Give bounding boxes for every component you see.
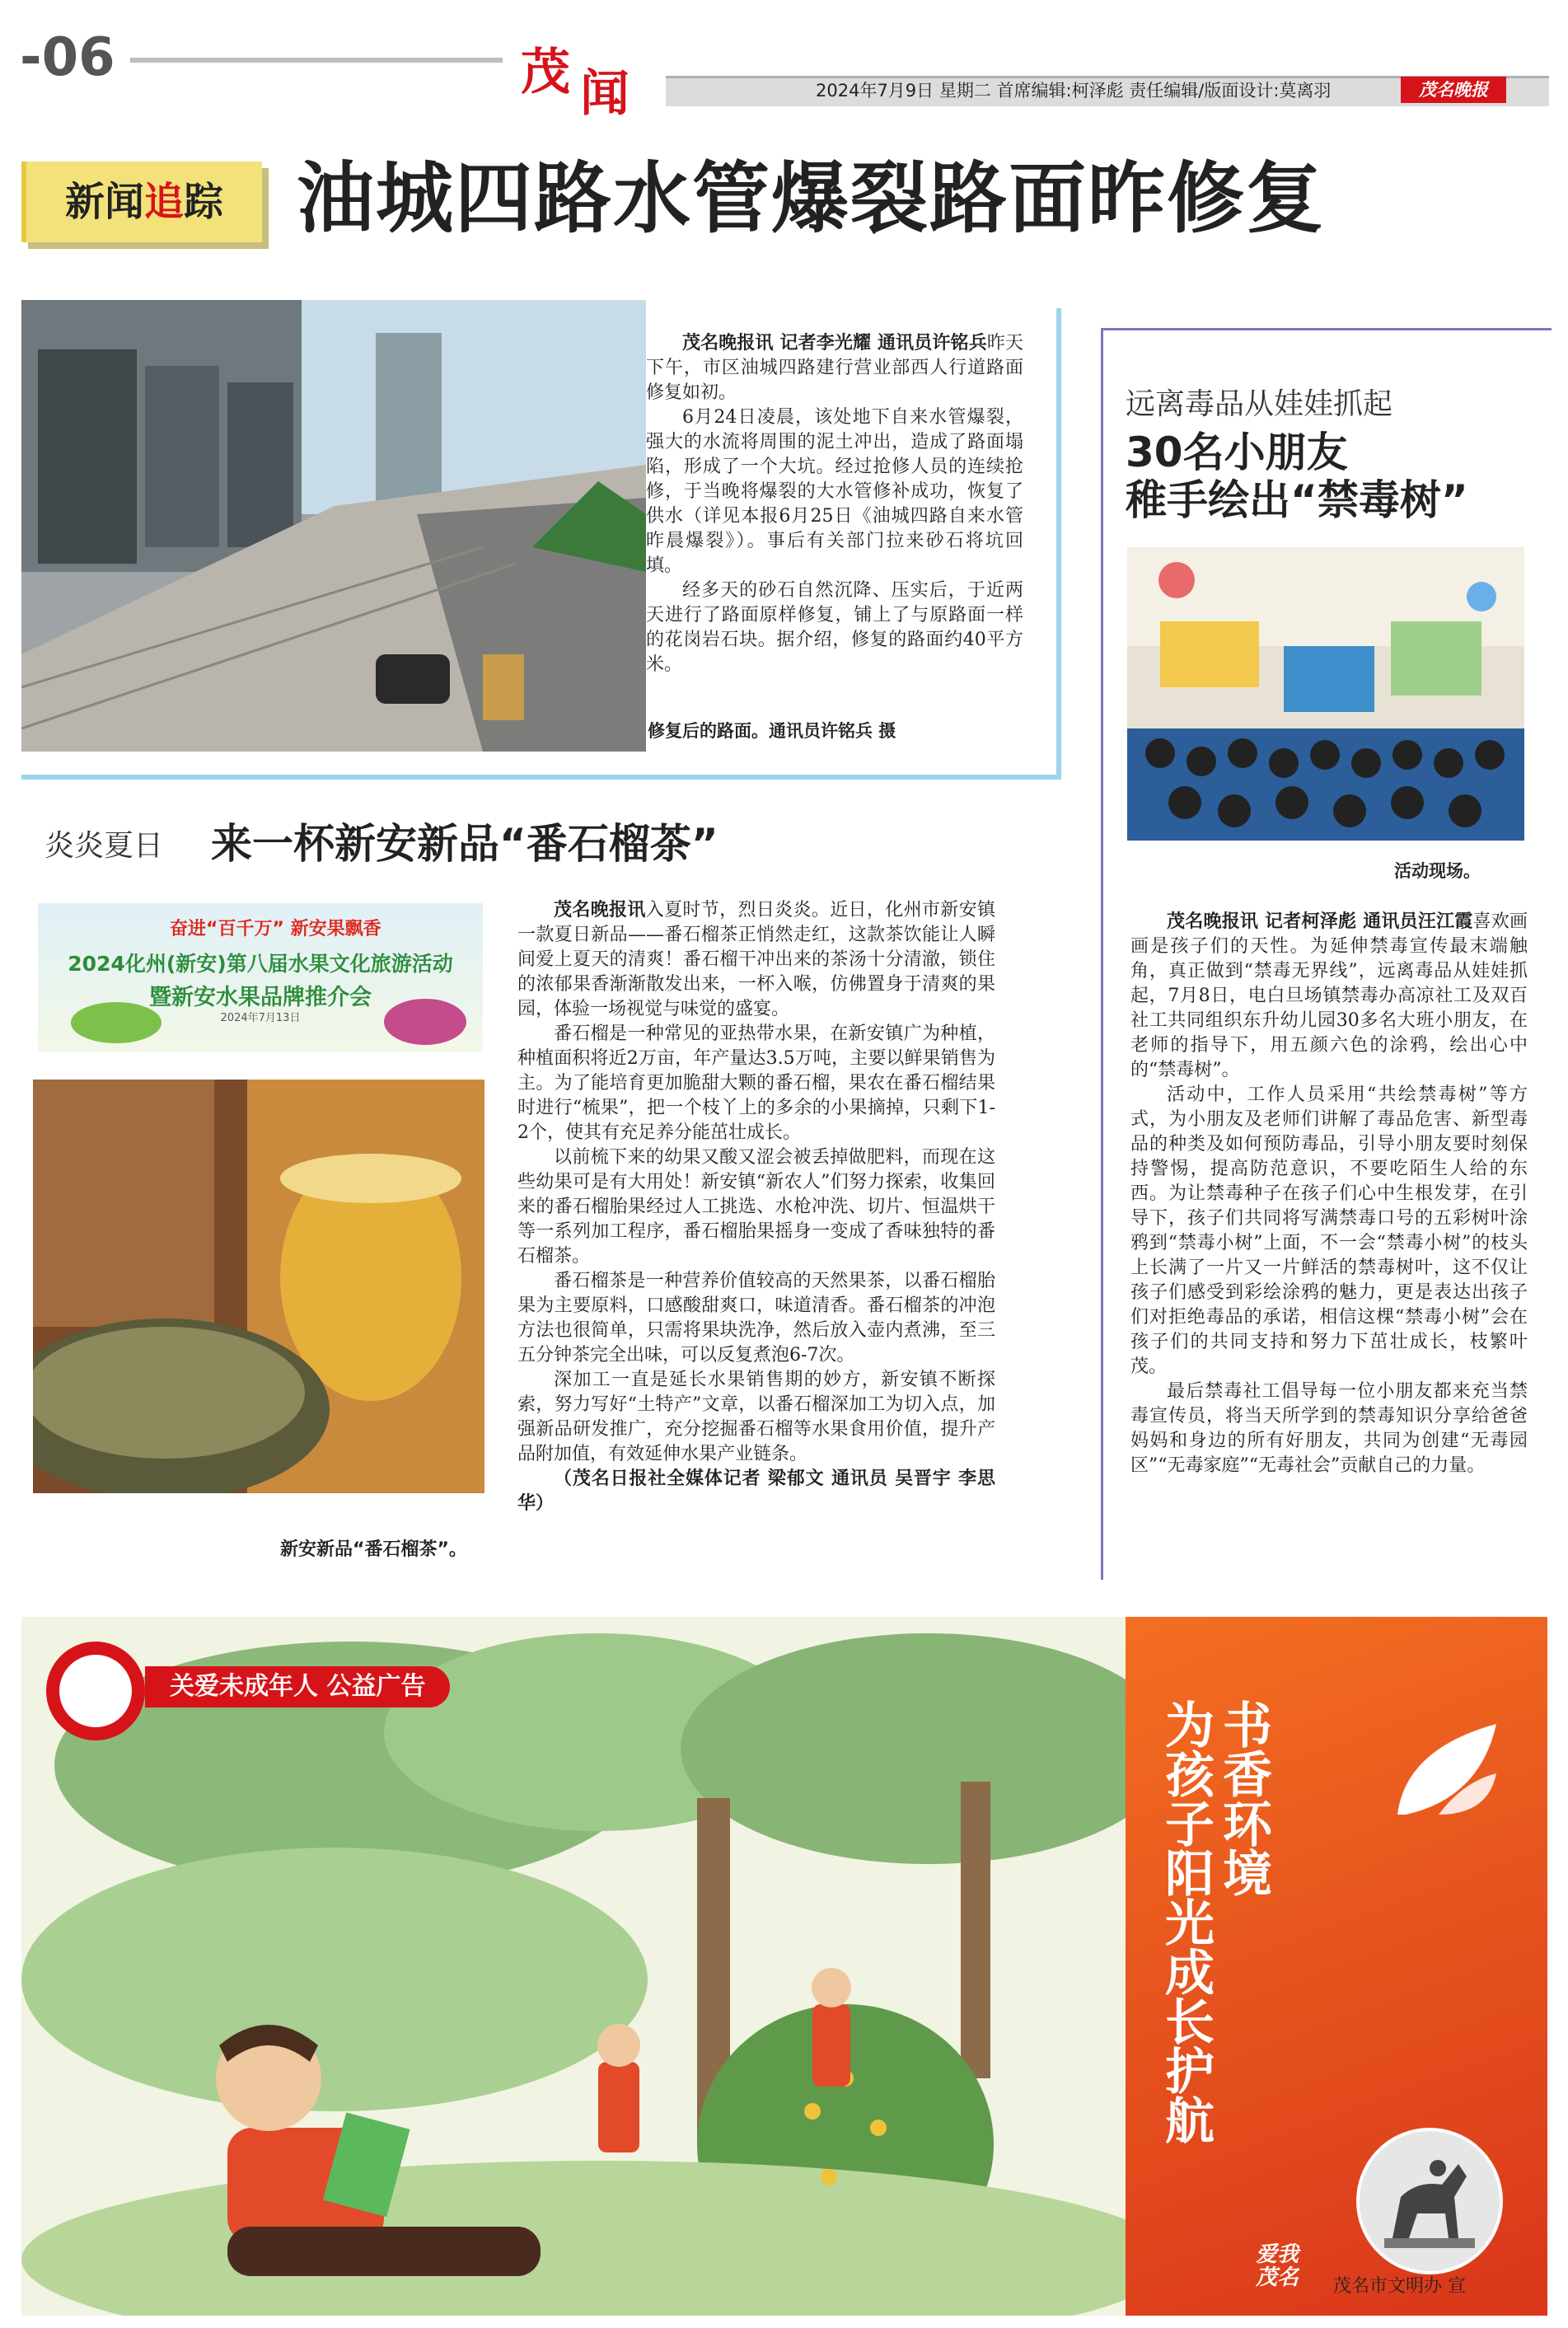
guava-tea-photo [33,1080,484,1493]
story3-p2: 活动中，工作人员采用“共绘禁毒树”等方式，为小朋友及老师们讲解了毒品危害、新型毒品的种类及如何预防毒品，引导小朋友要时刻保持警惕，提高防范意识，不要吃陌生人给的东西。为让禁毒种子在孩子们心中生根发芽，在引导下，孩子们共同将写满禁毒口号的五彩树叶涂鸦到“禁毒小树”上面，不一会“禁毒小树”的枝头上长满了一片又一片鲜活的禁毒树叶，这不仅让孩子们感受到彩绘涂鸦的魅力，更是表达出孩子们对拒绝毒品的承诺，相信这棵“禁毒小树”会在孩子们的共同支持和努力下茁壮成长，枝繁叶茂。 [1130,1084,1528,1377]
tag-text-mid: 追 [143,179,184,225]
story1-caption: 修复后的路面。通讯员许铭兵 摄 [648,721,896,741]
story3-caption: 活动现场。 [1394,861,1481,881]
road-repair-photo [21,300,646,752]
story3-p1: 喜欢画画是孩子们的天性。为延伸禁毒宣传最末端触角，真正做到“禁毒无界线”，远离毒品从娃娃抓起，7月8日，电白旦场镇禁毒办高凉社工及双百社工共同组织东升幼儿园30多名大班小朋友，在老师的指导下，用五颜六色的涂鸦，绘出心中的“禁毒树”。 [1130,911,1528,1080]
story2-headline: 来一杯新安新品“番石榴茶” [211,820,718,868]
ad-signature: 爱我茂名 [1256,2242,1299,2290]
ad-issuer: 茂名市文明办 宣 [1333,2276,1466,2297]
story1-body [646,331,1023,677]
story2-p4: 番石榴茶是一种营养价值较高的天然果茶，以番石榴胎果为主要原料，口感酸甜爽口，味道清香。番石榴茶的冲泡方法也很简单，只需将果块洗净，然后放入壶内煮沸，至三五分钟茶完全出味，可以反复煮泡6-7次。 [517,1271,995,1365]
page-number-value: 06 [41,27,115,88]
story3-headline-2: 稚手绘出“禁毒树” [1126,476,1468,524]
header-info-line: 2024年7月9日 星期二 首席编辑:柯泽彪 责任编辑/版面设计:莫离羽 [816,81,1332,101]
ad-slogan-col2: 为孩子阳光成长护航 [1157,1699,1215,2144]
story2-p2: 番石榴是一种常见的亚热带水果，在新安镇广为种植，种植面积将近2万亩，年产量达3.5万吨，主要以鲜果销售为主。为了能培育更加脆甜大颗的番石榴，果农在番石榴结果时进行“梳果”，把一个枝丫上的多余的小果摘掉，只剩下1-2个，使其有充足养分能茁壮成长。 [517,1023,995,1143]
road-repair-illustration [21,300,646,752]
fruit-festival-banner [38,903,483,1052]
story3-kicker: 远离毒品从娃娃抓起 [1126,387,1393,421]
story3-headline-1: 30名小朋友 [1126,429,1348,476]
tag-text-pre: 新闻 [64,179,144,225]
kindergarten-photo [1127,547,1524,841]
story2-caption: 新安新品“番石榴茶”。 [280,1539,467,1560]
paper-logo: 茂名晚报 [1401,77,1506,103]
story1-p2: 6月24日凌晨，该处地下自来水管爆裂，强大的水流将周围的泥土冲出，造成了路面塌陷，形成了一个大坑。经过抢修人员的连续抢修，于当晚将爆裂的大水管修补成功，恢复了供水（详见本报6月25日《油城四路自来水管昨晨爆裂》）。事后有关部门拉来砂石将坑回填。 [646,407,1023,576]
horse-statue-badge [1356,2128,1503,2274]
story2-body [517,898,995,1516]
page-number: -06 [20,27,115,88]
banner-fruit-decoration-right [384,999,466,1045]
horse-statue-icon [1360,2131,1500,2271]
story2-p5: 深加工一直是延长水果销售期的妙方，新安镇不断探索，努力写好“土特产”文章，以番石榴深加工为切入点，加强新品研发推广，充分挖掘番石榴等水果食用价值，提升产品附加值，有效延伸水果产业链条。 [517,1370,995,1464]
section-char-1: 茂 [521,44,570,101]
story2-kicker: 炎炎夏日 [44,829,164,863]
ad-ribbon: 关爱未成年人 公益广告 [145,1666,450,1707]
leaf-icon [1389,1716,1505,1823]
story3-byline: 茂名晚报讯 记者柯泽彪 通讯员汪江霞 [1167,911,1473,932]
story1-p3: 经多天的砂石自然沉降、压实后，于近两天进行了路面原样修复，铺上了与原路面一样的花岗岩石块。据介绍，修复的路面约40平方米。 [646,580,1023,675]
story1-headline: 油城四路水管爆裂路面昨修复 [297,154,1326,244]
story3-p3: 最后禁毒社工倡导每一位小朋友都来充当禁毒宣传员，将当天所学到的禁毒知识分享给爸爸妈妈和身边的所有好朋友，共同为创建“无毒园区”“无毒家庭”“无毒社会”贡献自己的力量。 [1130,1381,1528,1476]
story1-byline: 茂名晚报讯 记者李光耀 通讯员许铭兵 [682,333,987,354]
story2-credit: （茂名日报社全媒体记者 梁郁文 通讯员 吴晋宇 李思华） [517,1468,995,1514]
tag-text-post: 踪 [184,179,224,225]
banner-top-line: 奋进“百千万” 新安果飘香 [170,919,381,939]
banner-sub-line: 暨新安水果品牌推介会 [149,985,372,1010]
story1-p1: 昨天下午，市区油城四路建行营业部西人行道路面修复如初。 [646,333,1023,403]
story2-byline: 茂名晚报讯 [554,900,646,920]
header-rule-left [130,58,503,63]
story2-p1: 入夏时节，烈日炎炎。近日，化州市新安镇一款夏日新品——番石榴茶正悄然走红，这款茶饮能让人瞬间爱上夏天的清爽！番石榴干冲出来的茶汤十分清澈，锁住的浓郁果香渐渐散发出来，一杯入喉，仿佛置身于清爽的果园，体验一场视觉与味觉的盛宴。 [517,900,995,1019]
banner-date: 2024年7月13日 [220,1012,301,1024]
story2-p3: 以前梳下来的幼果又酸又涩会被丢掉做肥料，而现在这些幼果可是有大用处！新安镇“新农人”们努力探索，收集回来的番石榴胎果经过人工挑选、水枪冲洗、切片、恒温烘干等一系列加工程序，番石榴胎果摇身一变成了香味独特的番石榴茶。 [517,1147,995,1267]
story3-body [1130,910,1528,1478]
section-logo [521,33,654,123]
guava-tea-illustration [33,1080,484,1493]
banner-main-line: 2024化州(新安)第八届水果文化旅游活动 [68,952,453,976]
ad-slogan-col1: 书香环境 [1215,1699,1272,1897]
kindergarten-illustration [1127,547,1524,841]
news-tracking-tag [21,162,262,242]
public-service-ad [21,1617,1547,2316]
section-char-2: 闻 [580,65,630,123]
banner-fruit-decoration [71,1002,161,1043]
